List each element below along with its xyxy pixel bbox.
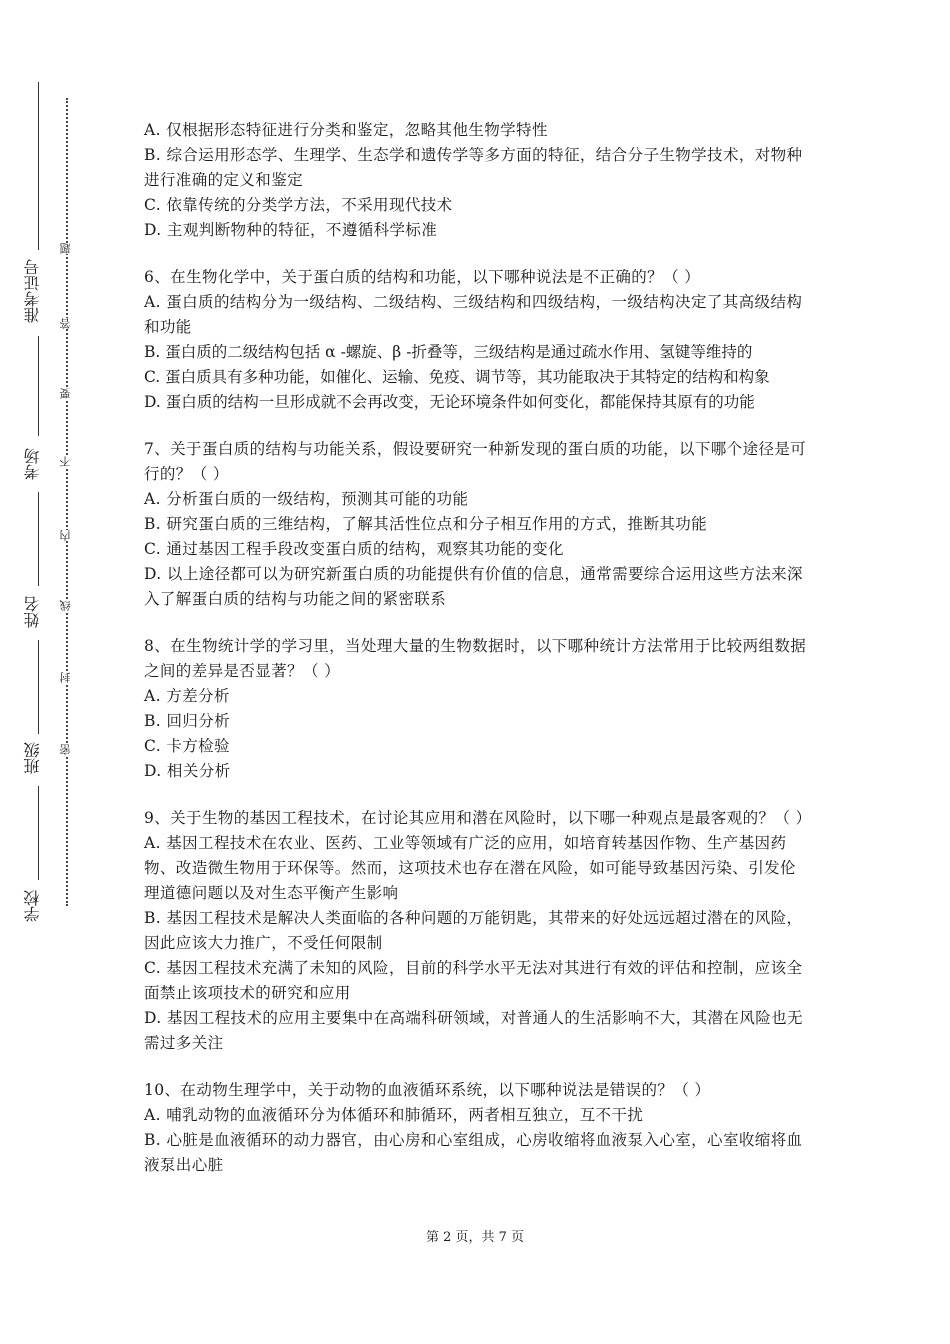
question-stem: 10、在动物生理学中，关于动物的血液循环系统，以下哪种说法是错误的？（ ）: [144, 1081, 711, 1099]
question-9: [144, 806, 812, 1056]
question-stem: 6、在生物化学中，关于蛋白质的结构和功能，以下哪种说法是不正确的？（ ）: [144, 268, 701, 286]
question-stem: 7、关于蛋白质的结构与功能关系，假设要研究一种新发现的蛋白质的功能，以下哪个途径是可行的？（ ）: [144, 440, 807, 483]
seal-char: 内: [59, 530, 75, 541]
option-a: A. 分析蛋白质的一级结构，预测其可能的功能: [144, 490, 469, 508]
option-b: B. 心脏是血液循环的动力器官，由心房和心室组成，心房收缩将血液泵入心室，心室收缩将血液泵出心脏: [144, 1131, 803, 1174]
question-stem: 8、在生物统计学的学习里，当处理大量的生物数据时，以下哪种统计方法常用于比较两组数据之间的差异是否显著？（ ）: [144, 637, 807, 680]
question-10: [144, 1078, 808, 1178]
option-a: A. 仅根据形态特征进行分类和鉴定，忽略其他生物学特性: [144, 121, 548, 139]
option-d: D. 相关分析: [144, 762, 231, 780]
question-5-options-continued: [144, 118, 808, 243]
field-school: 学校: [23, 890, 42, 922]
exam-content: [144, 118, 812, 1178]
option-a: A. 基因工程技术在农业、医药、工业等领域有广泛的应用，如培育转基因作物、生产基因药物、改造微生物用于环保等。然而，这项技术也存在潜在风险，如可能导致基因污染、引发伦理道德问题以及对生态平衡产生影响: [144, 834, 796, 902]
field-class: 班级: [23, 742, 42, 774]
option-c: C. 蛋白质具有多种功能，如催化、运输、免疫、调节等，其功能取决于其特定的结构和构象: [144, 368, 770, 386]
seal-char: 要: [59, 388, 75, 399]
seal-dotted-line: [66, 98, 68, 906]
option-d: D. 以上途径都可以为研究新蛋白质的功能提供有价值的信息，通常需要综合运用这些方法来深入了解蛋白质的结构与功能之间的紧密联系: [144, 565, 803, 608]
seal-char: 答: [59, 318, 75, 329]
option-b: B. 研究蛋白质的三维结构，了解其活性位点和分子相互作用的方式，推断其功能: [144, 515, 708, 533]
seal-char: 封: [59, 672, 75, 683]
option-b: B. 蛋白质的二级结构包括 α -螺旋、β -折叠等，三级结构是通过疏水作用、氢键等维持的: [144, 343, 753, 361]
field-name: 姓名: [23, 596, 42, 628]
option-b: B. 回归分析: [144, 712, 231, 730]
option-b: B. 基因工程技术是解决人类面临的各种问题的万能钥匙，其带来的好处远远超过潜在的风险，因此应该大力推广，不受任何限制: [144, 909, 803, 952]
option-d: D. 主观判断物种的特征，不遵循科学标准: [144, 221, 438, 239]
option-d: D. 蛋白质的结构一旦形成就不会再改变，无论环境条件如何变化，都能保持其原有的功能: [144, 393, 755, 411]
page-footer: 第 2 页，共 7 页: [425, 1230, 525, 1245]
option-b: B. 综合运用形态学、生理学、生态学和遗传学等多方面的特征，结合分子生物学技术，对物种进行准确的定义和鉴定: [144, 146, 803, 189]
field-exam-id: 准考证号: [23, 259, 42, 323]
option-a: A. 方差分析: [144, 687, 230, 705]
option-c: C. 卡方检验: [144, 737, 230, 755]
question-7: [144, 437, 808, 612]
question-stem: 9、关于生物的基因工程技术，在讨论其应用和潜在风险时，以下哪一种观点是最客观的？（ ）: [144, 809, 812, 827]
option-a: A. 蛋白质的结构分为一级结构、二级结构、三级结构和四级结构，一级结构决定了其高级结构和功能: [144, 293, 803, 336]
option-d: D. 基因工程技术的应用主要集中在高端科研领域，对普通人的生活影响不大，其潜在风险也无需过多关注: [144, 1009, 803, 1052]
seal-char: 不: [59, 456, 75, 467]
option-c: C. 依靠传统的分类学方法，不采用现代技术: [144, 196, 453, 214]
margin-rule: [38, 82, 39, 250]
seal-char: 密: [59, 744, 75, 755]
question-6: [144, 265, 808, 415]
seal-char: 线: [59, 600, 75, 611]
margin-rule: [38, 336, 39, 436]
question-8: [144, 634, 808, 784]
margin-rule: [38, 786, 39, 880]
option-c: C. 基因工程技术充满了未知的风险，目前的科学水平无法对其进行有效的评估和控制，应该全面禁止该项技术的研究和应用: [144, 959, 803, 1002]
seal-char: 题: [59, 243, 75, 254]
field-exam-room: 考场: [23, 448, 42, 480]
margin-rule: [38, 640, 39, 734]
option-c: C. 通过基因工程手段改变蛋白质的结构，观察其功能的变化: [144, 540, 564, 558]
option-a: A. 哺乳动物的血液循环分为体循环和肺循环，两者相互独立，互不干扰: [144, 1106, 644, 1124]
margin-rule: [38, 492, 39, 586]
